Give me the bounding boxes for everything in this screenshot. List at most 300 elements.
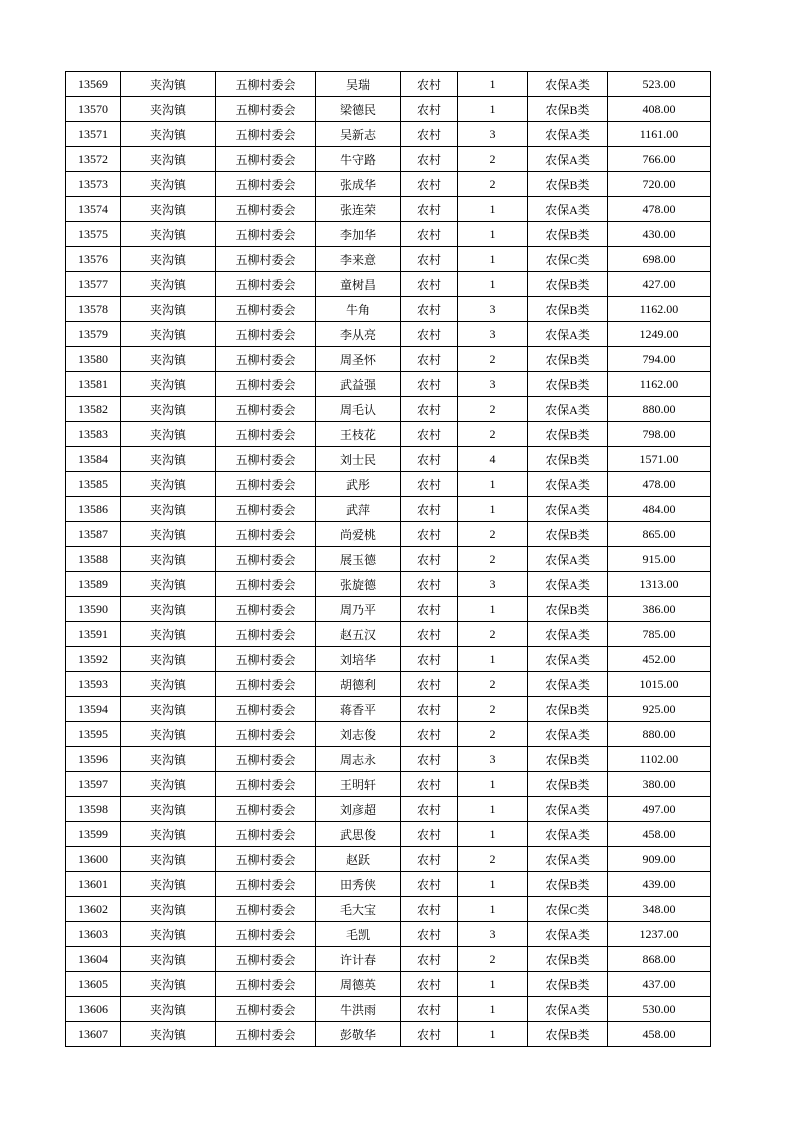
cell-name: 李加华 xyxy=(316,222,401,247)
cell-residence_type: 农村 xyxy=(401,622,458,647)
cell-residence_type: 农村 xyxy=(401,747,458,772)
cell-insurance_category: 农保B类 xyxy=(528,422,608,447)
table-row xyxy=(66,997,711,1022)
cell-town: 夹沟镇 xyxy=(121,897,216,922)
table-row xyxy=(66,822,711,847)
cell-name: 牛洪雨 xyxy=(316,997,401,1022)
cell-village_committee: 五柳村委会 xyxy=(216,272,316,297)
cell-town: 夹沟镇 xyxy=(121,747,216,772)
table-row xyxy=(66,747,711,772)
table-row xyxy=(66,922,711,947)
cell-person_count: 2 xyxy=(458,347,528,372)
cell-residence_type: 农村 xyxy=(401,422,458,447)
cell-amount: 880.00 xyxy=(608,722,711,747)
cell-amount: 1162.00 xyxy=(608,372,711,397)
cell-insurance_category: 农保B类 xyxy=(528,372,608,397)
cell-residence_type: 农村 xyxy=(401,447,458,472)
cell-amount: 497.00 xyxy=(608,797,711,822)
cell-person_count: 4 xyxy=(458,447,528,472)
cell-village_committee: 五柳村委会 xyxy=(216,997,316,1022)
cell-village_committee: 五柳村委会 xyxy=(216,822,316,847)
cell-name: 武彤 xyxy=(316,472,401,497)
table-row xyxy=(66,847,711,872)
cell-amount: 478.00 xyxy=(608,197,711,222)
cell-id: 13586 xyxy=(66,497,121,522)
cell-residence_type: 农村 xyxy=(401,797,458,822)
cell-insurance_category: 农保A类 xyxy=(528,847,608,872)
table-row xyxy=(66,122,711,147)
cell-village_committee: 五柳村委会 xyxy=(216,422,316,447)
cell-name: 牛守路 xyxy=(316,147,401,172)
cell-town: 夹沟镇 xyxy=(121,247,216,272)
cell-name: 武思俊 xyxy=(316,822,401,847)
table-row xyxy=(66,897,711,922)
cell-name: 童树昌 xyxy=(316,272,401,297)
cell-town: 夹沟镇 xyxy=(121,697,216,722)
cell-village_committee: 五柳村委会 xyxy=(216,647,316,672)
cell-insurance_category: 农保B类 xyxy=(528,272,608,297)
cell-insurance_category: 农保B类 xyxy=(528,872,608,897)
cell-residence_type: 农村 xyxy=(401,222,458,247)
cell-name: 蒋香平 xyxy=(316,697,401,722)
table-row xyxy=(66,772,711,797)
cell-amount: 386.00 xyxy=(608,597,711,622)
cell-insurance_category: 农保B类 xyxy=(528,747,608,772)
cell-residence_type: 农村 xyxy=(401,697,458,722)
cell-residence_type: 农村 xyxy=(401,72,458,97)
cell-residence_type: 农村 xyxy=(401,847,458,872)
cell-town: 夹沟镇 xyxy=(121,372,216,397)
cell-amount: 452.00 xyxy=(608,647,711,672)
cell-person_count: 3 xyxy=(458,122,528,147)
cell-village_committee: 五柳村委会 xyxy=(216,947,316,972)
cell-amount: 1162.00 xyxy=(608,297,711,322)
table-row xyxy=(66,347,711,372)
cell-id: 13597 xyxy=(66,772,121,797)
table-row xyxy=(66,1022,711,1047)
cell-name: 展玉德 xyxy=(316,547,401,572)
cell-name: 周德英 xyxy=(316,972,401,997)
cell-residence_type: 农村 xyxy=(401,972,458,997)
cell-amount: 798.00 xyxy=(608,422,711,447)
cell-name: 赵五汉 xyxy=(316,622,401,647)
cell-person_count: 2 xyxy=(458,147,528,172)
cell-name: 王明轩 xyxy=(316,772,401,797)
cell-residence_type: 农村 xyxy=(401,472,458,497)
table-row xyxy=(66,197,711,222)
cell-insurance_category: 农保B类 xyxy=(528,522,608,547)
cell-village_committee: 五柳村委会 xyxy=(216,972,316,997)
cell-amount: 1249.00 xyxy=(608,322,711,347)
cell-amount: 909.00 xyxy=(608,847,711,872)
cell-village_committee: 五柳村委会 xyxy=(216,797,316,822)
cell-amount: 430.00 xyxy=(608,222,711,247)
cell-person_count: 2 xyxy=(458,722,528,747)
cell-name: 张旋德 xyxy=(316,572,401,597)
benefit-roster-table xyxy=(65,71,711,1047)
cell-insurance_category: 农保B类 xyxy=(528,697,608,722)
cell-amount: 1015.00 xyxy=(608,672,711,697)
cell-name: 张成华 xyxy=(316,172,401,197)
table-row xyxy=(66,147,711,172)
cell-insurance_category: 农保C类 xyxy=(528,897,608,922)
cell-person_count: 1 xyxy=(458,997,528,1022)
cell-name: 尚爱桃 xyxy=(316,522,401,547)
cell-person_count: 2 xyxy=(458,697,528,722)
cell-town: 夹沟镇 xyxy=(121,72,216,97)
cell-name: 胡德利 xyxy=(316,672,401,697)
cell-amount: 439.00 xyxy=(608,872,711,897)
cell-residence_type: 农村 xyxy=(401,897,458,922)
cell-person_count: 1 xyxy=(458,222,528,247)
table-row xyxy=(66,697,711,722)
cell-village_committee: 五柳村委会 xyxy=(216,97,316,122)
cell-id: 13601 xyxy=(66,872,121,897)
cell-village_committee: 五柳村委会 xyxy=(216,447,316,472)
cell-amount: 478.00 xyxy=(608,472,711,497)
cell-insurance_category: 农保A类 xyxy=(528,472,608,497)
cell-person_count: 2 xyxy=(458,522,528,547)
cell-amount: 1102.00 xyxy=(608,747,711,772)
cell-id: 13590 xyxy=(66,597,121,622)
cell-village_committee: 五柳村委会 xyxy=(216,322,316,347)
cell-person_count: 1 xyxy=(458,822,528,847)
cell-id: 13581 xyxy=(66,372,121,397)
cell-village_committee: 五柳村委会 xyxy=(216,297,316,322)
cell-residence_type: 农村 xyxy=(401,872,458,897)
cell-town: 夹沟镇 xyxy=(121,197,216,222)
cell-town: 夹沟镇 xyxy=(121,172,216,197)
cell-village_committee: 五柳村委会 xyxy=(216,722,316,747)
cell-residence_type: 农村 xyxy=(401,822,458,847)
table-row xyxy=(66,247,711,272)
cell-town: 夹沟镇 xyxy=(121,797,216,822)
cell-person_count: 1 xyxy=(458,647,528,672)
cell-residence_type: 农村 xyxy=(401,272,458,297)
cell-id: 13596 xyxy=(66,747,121,772)
cell-village_committee: 五柳村委会 xyxy=(216,622,316,647)
cell-id: 13576 xyxy=(66,247,121,272)
cell-amount: 880.00 xyxy=(608,397,711,422)
cell-town: 夹沟镇 xyxy=(121,97,216,122)
cell-id: 13579 xyxy=(66,322,121,347)
cell-village_committee: 五柳村委会 xyxy=(216,872,316,897)
benefit-roster-body xyxy=(66,72,711,1047)
cell-town: 夹沟镇 xyxy=(121,872,216,897)
cell-name: 李从亮 xyxy=(316,322,401,347)
cell-insurance_category: 农保B类 xyxy=(528,947,608,972)
cell-village_committee: 五柳村委会 xyxy=(216,572,316,597)
cell-village_committee: 五柳村委会 xyxy=(216,372,316,397)
cell-town: 夹沟镇 xyxy=(121,122,216,147)
cell-person_count: 1 xyxy=(458,247,528,272)
cell-amount: 458.00 xyxy=(608,1022,711,1047)
cell-residence_type: 农村 xyxy=(401,172,458,197)
cell-residence_type: 农村 xyxy=(401,197,458,222)
cell-person_count: 3 xyxy=(458,747,528,772)
cell-amount: 484.00 xyxy=(608,497,711,522)
cell-town: 夹沟镇 xyxy=(121,647,216,672)
cell-residence_type: 农村 xyxy=(401,297,458,322)
cell-amount: 925.00 xyxy=(608,697,711,722)
cell-town: 夹沟镇 xyxy=(121,922,216,947)
cell-person_count: 1 xyxy=(458,797,528,822)
cell-amount: 865.00 xyxy=(608,522,711,547)
cell-amount: 1161.00 xyxy=(608,122,711,147)
table-row xyxy=(66,522,711,547)
cell-residence_type: 农村 xyxy=(401,547,458,572)
cell-name: 周乃平 xyxy=(316,597,401,622)
cell-residence_type: 农村 xyxy=(401,147,458,172)
cell-id: 13591 xyxy=(66,622,121,647)
cell-id: 13571 xyxy=(66,122,121,147)
cell-id: 13578 xyxy=(66,297,121,322)
table-row xyxy=(66,422,711,447)
cell-town: 夹沟镇 xyxy=(121,222,216,247)
cell-residence_type: 农村 xyxy=(401,722,458,747)
cell-town: 夹沟镇 xyxy=(121,972,216,997)
cell-village_committee: 五柳村委会 xyxy=(216,497,316,522)
cell-amount: 785.00 xyxy=(608,622,711,647)
cell-amount: 698.00 xyxy=(608,247,711,272)
cell-town: 夹沟镇 xyxy=(121,397,216,422)
table-row xyxy=(66,172,711,197)
cell-village_committee: 五柳村委会 xyxy=(216,197,316,222)
table-row xyxy=(66,222,711,247)
table-row xyxy=(66,547,711,572)
cell-town: 夹沟镇 xyxy=(121,147,216,172)
cell-id: 13570 xyxy=(66,97,121,122)
cell-name: 周毛认 xyxy=(316,397,401,422)
table-row xyxy=(66,972,711,997)
cell-person_count: 1 xyxy=(458,472,528,497)
table-row xyxy=(66,797,711,822)
cell-insurance_category: 农保A类 xyxy=(528,497,608,522)
cell-amount: 380.00 xyxy=(608,772,711,797)
cell-id: 13592 xyxy=(66,647,121,672)
cell-name: 武益强 xyxy=(316,372,401,397)
cell-id: 13588 xyxy=(66,547,121,572)
cell-amount: 720.00 xyxy=(608,172,711,197)
cell-amount: 427.00 xyxy=(608,272,711,297)
cell-town: 夹沟镇 xyxy=(121,822,216,847)
cell-village_committee: 五柳村委会 xyxy=(216,597,316,622)
cell-town: 夹沟镇 xyxy=(121,522,216,547)
cell-name: 梁德民 xyxy=(316,97,401,122)
cell-amount: 458.00 xyxy=(608,822,711,847)
cell-town: 夹沟镇 xyxy=(121,997,216,1022)
cell-residence_type: 农村 xyxy=(401,322,458,347)
cell-id: 13599 xyxy=(66,822,121,847)
cell-name: 许计春 xyxy=(316,947,401,972)
cell-id: 13604 xyxy=(66,947,121,972)
cell-person_count: 1 xyxy=(458,897,528,922)
cell-person_count: 2 xyxy=(458,547,528,572)
cell-name: 彭敬华 xyxy=(316,1022,401,1047)
cell-insurance_category: 农保C类 xyxy=(528,247,608,272)
cell-person_count: 1 xyxy=(458,97,528,122)
cell-town: 夹沟镇 xyxy=(121,597,216,622)
table-row xyxy=(66,472,711,497)
cell-id: 13585 xyxy=(66,472,121,497)
cell-residence_type: 农村 xyxy=(401,572,458,597)
cell-insurance_category: 农保A类 xyxy=(528,122,608,147)
cell-insurance_category: 农保A类 xyxy=(528,722,608,747)
cell-village_committee: 五柳村委会 xyxy=(216,397,316,422)
cell-person_count: 2 xyxy=(458,172,528,197)
table-row xyxy=(66,497,711,522)
cell-amount: 408.00 xyxy=(608,97,711,122)
cell-name: 张连荣 xyxy=(316,197,401,222)
cell-village_committee: 五柳村委会 xyxy=(216,672,316,697)
table-row xyxy=(66,647,711,672)
cell-village_committee: 五柳村委会 xyxy=(216,522,316,547)
cell-amount: 530.00 xyxy=(608,997,711,1022)
cell-id: 13580 xyxy=(66,347,121,372)
cell-residence_type: 农村 xyxy=(401,647,458,672)
cell-id: 13573 xyxy=(66,172,121,197)
cell-name: 吴瑞 xyxy=(316,72,401,97)
cell-name: 王枝花 xyxy=(316,422,401,447)
cell-id: 13589 xyxy=(66,572,121,597)
cell-village_committee: 五柳村委会 xyxy=(216,122,316,147)
cell-person_count: 3 xyxy=(458,372,528,397)
cell-person_count: 2 xyxy=(458,622,528,647)
cell-id: 13584 xyxy=(66,447,121,472)
table-row xyxy=(66,572,711,597)
cell-amount: 1571.00 xyxy=(608,447,711,472)
cell-insurance_category: 农保B类 xyxy=(528,772,608,797)
cell-amount: 766.00 xyxy=(608,147,711,172)
cell-amount: 915.00 xyxy=(608,547,711,572)
cell-village_committee: 五柳村委会 xyxy=(216,347,316,372)
cell-id: 13605 xyxy=(66,972,121,997)
cell-village_committee: 五柳村委会 xyxy=(216,1022,316,1047)
cell-village_committee: 五柳村委会 xyxy=(216,147,316,172)
cell-id: 13595 xyxy=(66,722,121,747)
cell-town: 夹沟镇 xyxy=(121,947,216,972)
cell-residence_type: 农村 xyxy=(401,397,458,422)
cell-id: 13602 xyxy=(66,897,121,922)
cell-name: 武萍 xyxy=(316,497,401,522)
cell-village_committee: 五柳村委会 xyxy=(216,897,316,922)
cell-insurance_category: 农保B类 xyxy=(528,222,608,247)
cell-insurance_category: 农保A类 xyxy=(528,822,608,847)
cell-id: 13574 xyxy=(66,197,121,222)
table-row xyxy=(66,722,711,747)
cell-residence_type: 农村 xyxy=(401,347,458,372)
cell-person_count: 2 xyxy=(458,947,528,972)
document-page xyxy=(65,71,711,1047)
cell-person_count: 1 xyxy=(458,272,528,297)
table-row xyxy=(66,97,711,122)
cell-village_committee: 五柳村委会 xyxy=(216,472,316,497)
cell-village_committee: 五柳村委会 xyxy=(216,922,316,947)
cell-name: 刘士民 xyxy=(316,447,401,472)
table-row xyxy=(66,372,711,397)
cell-residence_type: 农村 xyxy=(401,497,458,522)
cell-name: 田秀侠 xyxy=(316,872,401,897)
cell-id: 13594 xyxy=(66,697,121,722)
cell-town: 夹沟镇 xyxy=(121,622,216,647)
cell-insurance_category: 农保B类 xyxy=(528,297,608,322)
cell-residence_type: 农村 xyxy=(401,1022,458,1047)
cell-name: 刘志俊 xyxy=(316,722,401,747)
cell-insurance_category: 农保A类 xyxy=(528,72,608,97)
cell-person_count: 3 xyxy=(458,297,528,322)
cell-person_count: 3 xyxy=(458,922,528,947)
cell-id: 13587 xyxy=(66,522,121,547)
table-row xyxy=(66,272,711,297)
cell-residence_type: 农村 xyxy=(401,122,458,147)
cell-amount: 348.00 xyxy=(608,897,711,922)
cell-person_count: 1 xyxy=(458,497,528,522)
cell-id: 13583 xyxy=(66,422,121,447)
table-row xyxy=(66,447,711,472)
cell-insurance_category: 农保A类 xyxy=(528,322,608,347)
cell-amount: 868.00 xyxy=(608,947,711,972)
cell-insurance_category: 农保B类 xyxy=(528,597,608,622)
cell-amount: 1237.00 xyxy=(608,922,711,947)
cell-name: 毛大宝 xyxy=(316,897,401,922)
cell-person_count: 1 xyxy=(458,972,528,997)
cell-insurance_category: 农保A类 xyxy=(528,197,608,222)
cell-person_count: 1 xyxy=(458,72,528,97)
table-row xyxy=(66,297,711,322)
cell-amount: 437.00 xyxy=(608,972,711,997)
cell-town: 夹沟镇 xyxy=(121,272,216,297)
cell-person_count: 1 xyxy=(458,772,528,797)
cell-town: 夹沟镇 xyxy=(121,322,216,347)
cell-insurance_category: 农保B类 xyxy=(528,97,608,122)
cell-id: 13577 xyxy=(66,272,121,297)
cell-residence_type: 农村 xyxy=(401,672,458,697)
cell-insurance_category: 农保B类 xyxy=(528,447,608,472)
cell-village_committee: 五柳村委会 xyxy=(216,72,316,97)
cell-insurance_category: 农保A类 xyxy=(528,397,608,422)
cell-town: 夹沟镇 xyxy=(121,472,216,497)
cell-village_committee: 五柳村委会 xyxy=(216,247,316,272)
cell-residence_type: 农村 xyxy=(401,372,458,397)
cell-insurance_category: 农保A类 xyxy=(528,672,608,697)
cell-id: 13575 xyxy=(66,222,121,247)
table-row xyxy=(66,72,711,97)
cell-id: 13582 xyxy=(66,397,121,422)
cell-name: 刘彦超 xyxy=(316,797,401,822)
cell-residence_type: 农村 xyxy=(401,247,458,272)
cell-person_count: 3 xyxy=(458,572,528,597)
cell-amount: 1313.00 xyxy=(608,572,711,597)
cell-person_count: 3 xyxy=(458,322,528,347)
cell-name: 周圣怀 xyxy=(316,347,401,372)
cell-person_count: 1 xyxy=(458,197,528,222)
cell-town: 夹沟镇 xyxy=(121,447,216,472)
cell-id: 13572 xyxy=(66,147,121,172)
cell-town: 夹沟镇 xyxy=(121,547,216,572)
cell-person_count: 1 xyxy=(458,1022,528,1047)
cell-name: 赵跃 xyxy=(316,847,401,872)
cell-insurance_category: 农保B类 xyxy=(528,347,608,372)
table-row xyxy=(66,597,711,622)
cell-residence_type: 农村 xyxy=(401,997,458,1022)
cell-village_committee: 五柳村委会 xyxy=(216,222,316,247)
cell-amount: 794.00 xyxy=(608,347,711,372)
table-row xyxy=(66,672,711,697)
cell-insurance_category: 农保A类 xyxy=(528,147,608,172)
cell-town: 夹沟镇 xyxy=(121,497,216,522)
cell-insurance_category: 农保A类 xyxy=(528,997,608,1022)
cell-insurance_category: 农保A类 xyxy=(528,922,608,947)
